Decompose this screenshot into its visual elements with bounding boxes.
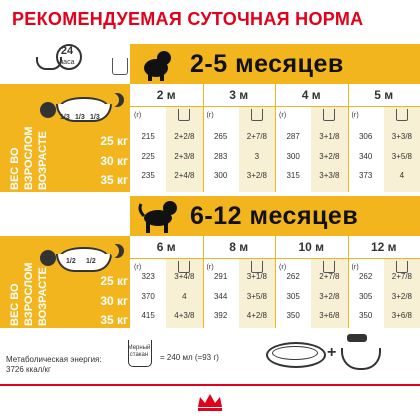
grams-value: 415 (141, 311, 155, 320)
cups-value: 4 (182, 292, 187, 301)
grams-unit-label: (г) (134, 264, 142, 271)
age-column-header: 8 м (229, 240, 249, 254)
grams-value: 306 (358, 132, 373, 141)
grams-value: 315 (286, 171, 300, 180)
weight-label (10, 283, 21, 326)
cups-value: 3+2/8 (391, 292, 412, 301)
weight-30: 30 кг (100, 154, 128, 168)
grams-value: 350 (358, 311, 373, 320)
header-rule (130, 258, 420, 259)
portion-fraction: 1/2 (66, 258, 76, 265)
cups-value: 3+1/8 (319, 132, 340, 141)
section-1-title: 2-5 месяцев (190, 50, 344, 78)
weight-label-line: ВЕС ВО (9, 283, 21, 326)
cups-value: 2+7/8 (246, 132, 267, 141)
cups-value: 2+7/8 (319, 272, 340, 281)
cups-value: 4 (399, 171, 405, 180)
cups-value: 3+1/8 (246, 272, 267, 281)
grams-value: 305 (286, 292, 300, 301)
sun-icon (40, 102, 56, 118)
cup-unit-icon (251, 109, 263, 121)
section-1-table (130, 84, 420, 192)
header-rule (130, 106, 420, 107)
weight-35: 35 кг (100, 313, 128, 327)
sun-icon (40, 250, 56, 266)
grams-unit-label: (г) (134, 112, 142, 119)
grams-value: 283 (213, 152, 228, 161)
section-2-header (130, 196, 420, 236)
weight-label (24, 126, 35, 190)
weight-label (38, 267, 49, 326)
grams-value: 373 (358, 171, 373, 180)
moon-icon (110, 93, 124, 107)
cups-value: 4+3/8 (174, 311, 195, 320)
weight-label (10, 147, 21, 190)
section-1-header (130, 44, 420, 84)
weight-35: 35 кг (100, 173, 128, 187)
age-column-header: 3 м (229, 88, 249, 102)
grams-unit-label: (г) (279, 264, 287, 271)
weight-label (24, 262, 35, 326)
grams-value: 215 (141, 132, 155, 141)
puppy-icon (138, 46, 178, 82)
grams-value: 300 (286, 152, 300, 161)
cups-value: 2+2/8 (174, 132, 195, 141)
portion-fraction: 1/3 (75, 114, 85, 121)
weight-25: 25 кг (100, 134, 128, 148)
age-column-header: 2 м (156, 88, 176, 102)
water-bowl-icon (341, 348, 381, 370)
age-column-header: 4 м (301, 88, 321, 102)
cups-value: 3+5/8 (246, 292, 267, 301)
grams-unit-label: (г) (206, 264, 214, 271)
cups-value: 2+3/8 (174, 152, 195, 161)
section-1-sidebar (0, 84, 130, 192)
age-column-header: 5 м (374, 88, 394, 102)
grams-value: 262 (358, 272, 373, 281)
measuring-cup-icon (112, 58, 128, 75)
cups-value: 4+2/8 (246, 311, 267, 320)
portion-fraction: 1/3 (60, 114, 70, 121)
hours-value: 24 (60, 45, 74, 57)
age-column-header: 12 м (370, 240, 397, 254)
weight-label-line: ВЗРОСЛОМ (23, 126, 35, 190)
weight-label-line: ВЗРОСЛОМ (23, 262, 35, 326)
cups-value: 3+6/8 (319, 311, 340, 320)
food-dish-inner (272, 346, 318, 360)
cup-label: Мерный стакан (127, 345, 151, 358)
section-2-title: 6-12 месяцев (190, 202, 359, 230)
weight-label-line: ВЕС ВО (9, 147, 21, 190)
cups-value: 2+7/8 (391, 272, 412, 281)
grams-value: 262 (286, 272, 300, 281)
energy-label: Метаболическая энергия: (6, 355, 102, 364)
section-2-table (130, 236, 420, 328)
grams-value: 300 (213, 171, 228, 180)
cups-value: 3+4/8 (174, 272, 195, 281)
energy-info (6, 355, 102, 375)
cup-unit-icon (178, 109, 190, 121)
hours-unit: часа (59, 59, 75, 66)
cup-unit-icon (396, 109, 408, 121)
portion-fraction: 1/3 (90, 114, 100, 121)
portion-fraction: 1/2 (86, 258, 96, 265)
bowl-icon (56, 244, 110, 274)
weight-label-line: ВОЗРАСТЕ (37, 267, 49, 326)
grams-value: 287 (286, 132, 300, 141)
grams-value: 291 (213, 272, 228, 281)
grams-value: 344 (213, 292, 228, 301)
weight-label (38, 131, 49, 190)
grams-value: 305 (358, 292, 373, 301)
age-column-header: 10 м (298, 240, 325, 254)
grams-value: 235 (141, 171, 155, 180)
grams-value: 370 (141, 292, 155, 301)
water-tap-icon (347, 334, 367, 342)
moon-icon (110, 244, 124, 258)
section-2-sidebar (0, 236, 130, 328)
weight-25: 25 кг (100, 274, 128, 288)
cups-value: 3+5/8 (391, 152, 412, 161)
weight-label-line: ВОЗРАСТЕ (37, 131, 49, 190)
page-title: РЕКОМЕНДУЕМАЯ СУТОЧНАЯ НОРМА (12, 9, 364, 29)
grams-value: 392 (213, 311, 228, 320)
cups-value: 3+2/8 (319, 152, 340, 161)
hours-label (56, 46, 78, 68)
footer-divider (0, 384, 420, 386)
dog-icon (138, 198, 182, 234)
grams-value: 350 (286, 311, 300, 320)
cups-value: 2+4/8 (174, 171, 195, 180)
grams-unit-label: (г) (351, 112, 359, 119)
cups-value: 3 (254, 152, 260, 161)
grams-unit-label: (г) (206, 112, 214, 119)
grams-unit-label: (г) (351, 264, 359, 271)
cups-value: 3+2/8 (246, 171, 267, 180)
brand-crown-logo (195, 391, 225, 413)
energy-value: 3726 ккал/кг (6, 365, 51, 374)
age-column-header: 6 м (156, 240, 176, 254)
grams-unit-label: (г) (279, 112, 287, 119)
cups-value: 3+3/8 (391, 132, 412, 141)
cups-value: 3+6/8 (391, 311, 412, 320)
cup-equivalent: = 240 мл (=93 г) (160, 353, 219, 362)
cup-unit-icon (323, 109, 335, 121)
weight-30: 30 кг (100, 294, 128, 308)
grams-value: 225 (141, 152, 155, 161)
cups-value: 3+3/8 (319, 171, 340, 180)
cups-value: 3+2/8 (319, 292, 340, 301)
grams-value: 340 (358, 152, 373, 161)
grams-value: 323 (141, 272, 155, 281)
plus-sign: + (327, 344, 337, 361)
grams-value: 265 (213, 132, 228, 141)
